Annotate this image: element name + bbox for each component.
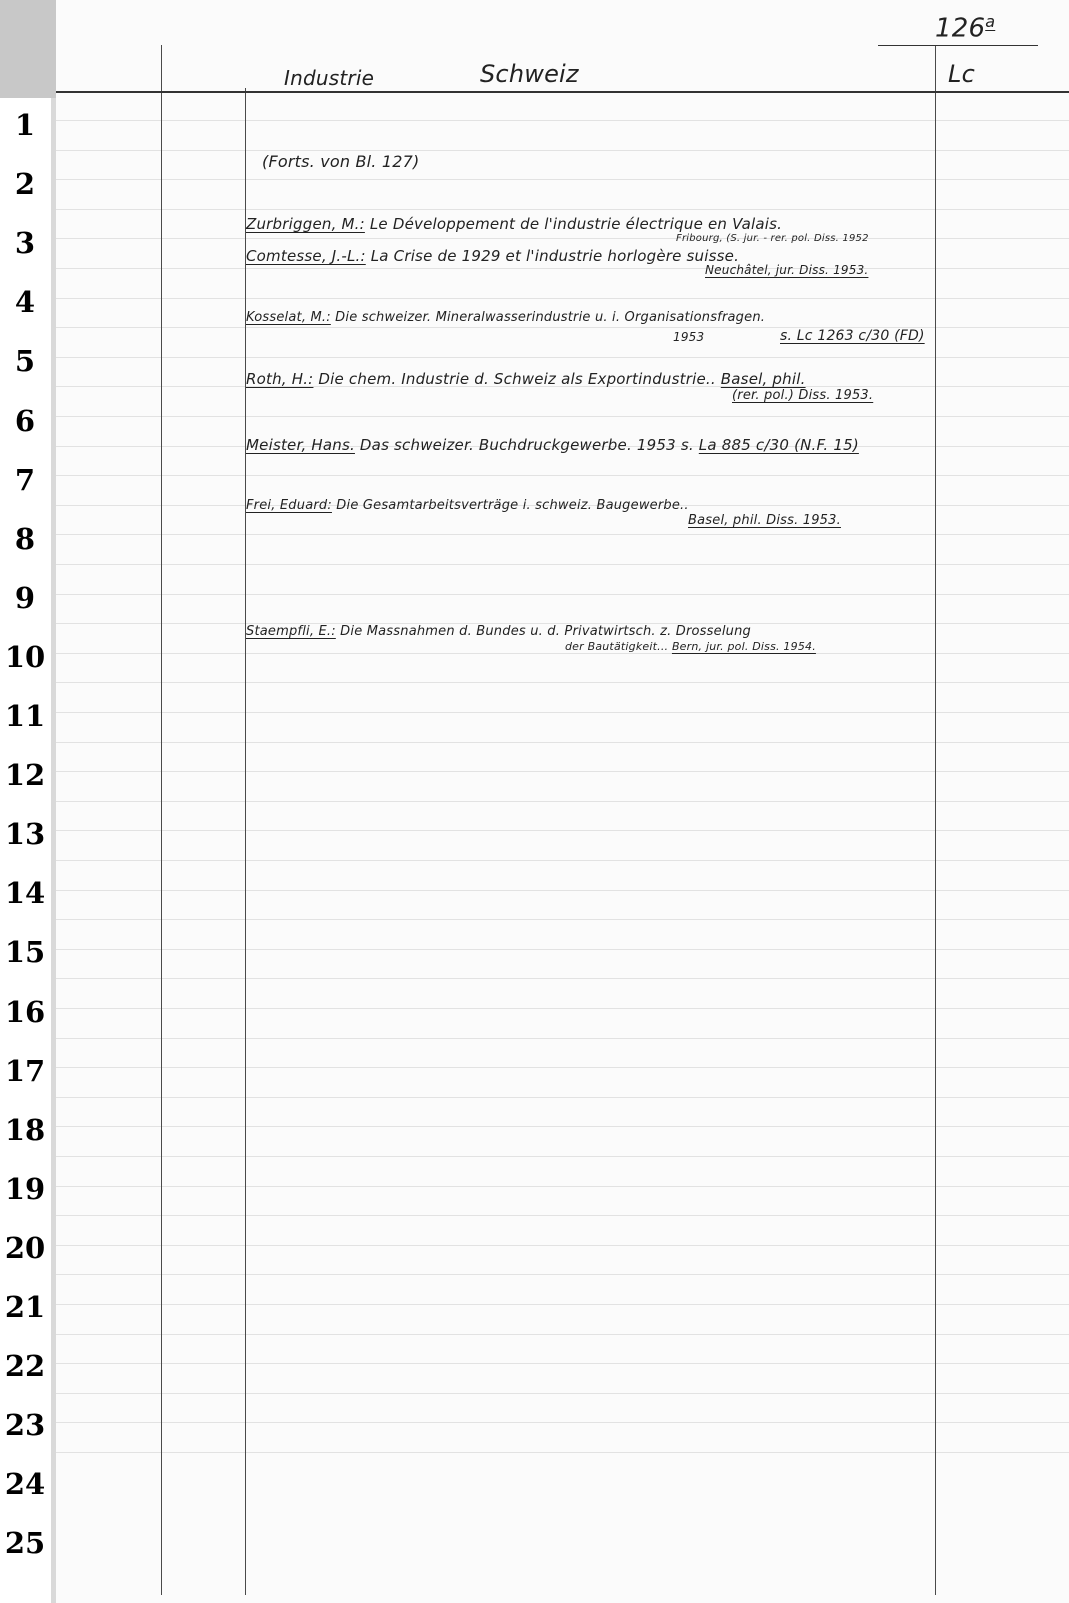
subject-sub: Schweiz	[480, 60, 579, 88]
entry-6	[246, 498, 689, 513]
entry-4-note: (rer. pol.) Diss. 1953.	[732, 388, 874, 403]
entry-7-author: Staempfli, E.:	[246, 624, 336, 639]
ruled-line	[56, 1097, 1069, 1098]
ruled-line	[56, 268, 1069, 269]
entry-7-title-cont: der Bautätigkeit... Bern, jur. pol. Diss. 1954.	[565, 640, 816, 653]
ruled-line	[56, 653, 1069, 654]
entry-5-title: Das schweizer. Buchdruckgewerbe. 1953 s.	[359, 436, 694, 454]
line-number: 15	[4, 935, 46, 970]
entry-2-note: Neuchâtel, jur. Diss. 1953.	[705, 263, 869, 277]
line-number: 25	[4, 1526, 46, 1561]
ruled-line	[56, 801, 1069, 802]
entry-7-note: Bern, jur. pol. Diss. 1954.	[671, 640, 816, 653]
ruled-line	[56, 1067, 1069, 1068]
line-number: 4	[14, 285, 36, 320]
ruled-line	[56, 1126, 1069, 1127]
ruled-line	[56, 298, 1069, 299]
ruled-line	[56, 1215, 1069, 1216]
entry-6-note: Basel, phil. Diss. 1953.	[688, 513, 841, 528]
entry-5	[246, 436, 859, 454]
entry-6-title: Die Gesamtarbeitsverträge i. schweiz. Baugewerbe..	[336, 498, 689, 513]
line-number: 5	[14, 344, 36, 379]
entry-5-author: Meister, Hans.	[246, 436, 355, 454]
ruled-line	[56, 771, 1069, 772]
entry-3-ref: s. Lc 1263 c/30 (FD)	[780, 328, 925, 344]
ruled-line	[56, 1156, 1069, 1157]
ruled-line	[56, 120, 1069, 121]
ruled-line	[56, 209, 1069, 210]
entry-2-author: Comtesse, J.-L.:	[246, 247, 366, 265]
entry-3-title: Die schweizer. Mineralwasserindustrie u. i. Organisationsfragen.	[335, 310, 766, 325]
entry-2	[246, 247, 739, 265]
line-number: 12	[4, 758, 46, 793]
ruled-line	[56, 978, 1069, 979]
entry-4-place: Basel, phil.	[720, 370, 806, 388]
ruled-line	[56, 1393, 1069, 1394]
ruled-line	[56, 1186, 1069, 1187]
line-number: 24	[4, 1467, 46, 1502]
subject-main: Industrie	[284, 66, 375, 90]
page-number: 126$^a$	[935, 12, 996, 44]
ruled-line	[56, 742, 1069, 743]
ruled-line	[56, 1363, 1069, 1364]
column-line-3	[935, 45, 936, 1595]
entry-4-title: Die chem. Industrie d. Schweiz als Exportindustrie..	[318, 370, 716, 388]
ruled-line	[56, 475, 1069, 476]
line-number: 20	[4, 1230, 46, 1265]
ruled-line	[56, 1274, 1069, 1275]
ruled-line	[56, 1304, 1069, 1305]
line-number: 6	[14, 403, 36, 438]
line-number: 17	[4, 1053, 46, 1088]
ruled-line	[56, 949, 1069, 950]
entry-1-author: Zurbriggen, M.:	[246, 215, 365, 233]
line-number: 7	[14, 462, 36, 497]
entry-3-year: 1953	[673, 330, 705, 344]
ruled-line	[56, 238, 1069, 239]
ruled-line	[56, 357, 1069, 358]
entry-3	[246, 310, 765, 325]
line-number: 10	[4, 639, 46, 674]
entry-4-author: Roth, H.:	[246, 370, 314, 388]
column-line-1	[161, 45, 162, 1595]
line-number: 9	[14, 580, 36, 615]
line-number: 1	[14, 108, 36, 142]
ruled-line	[56, 416, 1069, 417]
line-number: 18	[4, 1112, 46, 1147]
entry-4	[246, 370, 806, 388]
entry-5-ref: La 885 c/30 (N.F. 15)	[698, 436, 859, 454]
line-number: 21	[4, 1290, 46, 1324]
ruled-line	[56, 1038, 1069, 1039]
ruled-line	[56, 1245, 1069, 1246]
line-number: 23	[4, 1408, 46, 1443]
ruled-line	[56, 534, 1069, 535]
ruled-line	[56, 179, 1069, 180]
entry-1-title: Le Développement de l'industrie électrique en Valais.	[369, 215, 783, 233]
entry-6-author: Frei, Eduard:	[246, 498, 332, 513]
entry-2-title: La Crise de 1929 et l'industrie horlogère suisse.	[370, 247, 740, 265]
ruled-line	[56, 830, 1069, 831]
entry-7-title: Die Massnahmen d. Bundes u. d. Privatwirtsch. z. Drosselung	[340, 624, 751, 639]
continuation-note: (Forts. von Bl. 127)	[262, 152, 420, 171]
ruled-line	[56, 1422, 1069, 1423]
entry-1-note: Fribourg, (S. jur. - rer. pol. Diss. 1952	[676, 233, 869, 244]
ruled-line	[56, 150, 1069, 151]
ruled-line	[56, 1008, 1069, 1009]
ruled-line	[56, 1452, 1069, 1453]
ruled-line	[56, 594, 1069, 595]
call-class: Lc	[948, 60, 975, 88]
page-number-rule	[878, 45, 1038, 46]
ruled-line	[56, 564, 1069, 565]
line-number: 22	[4, 1349, 46, 1384]
ruled-line	[56, 712, 1069, 713]
line-number: 19	[4, 1171, 46, 1206]
header-rule	[56, 91, 1069, 93]
line-number: 11	[4, 699, 46, 733]
line-number: 16	[4, 994, 46, 1029]
line-number: 2	[14, 167, 36, 202]
entry-3-author: Kosselat, M.:	[246, 310, 331, 325]
gutter-header-block	[0, 0, 56, 98]
ruled-line	[56, 890, 1069, 891]
ruled-line	[56, 1334, 1069, 1335]
line-number: 3	[14, 226, 36, 261]
page-suffix: a	[985, 12, 996, 31]
entry-7	[246, 624, 751, 639]
ruled-line	[56, 682, 1069, 683]
line-number: 14	[4, 876, 46, 911]
entry-1	[246, 215, 782, 233]
ruled-line	[56, 860, 1069, 861]
line-number: 13	[4, 817, 46, 852]
ruled-line	[56, 919, 1069, 920]
line-number: 8	[14, 521, 36, 556]
